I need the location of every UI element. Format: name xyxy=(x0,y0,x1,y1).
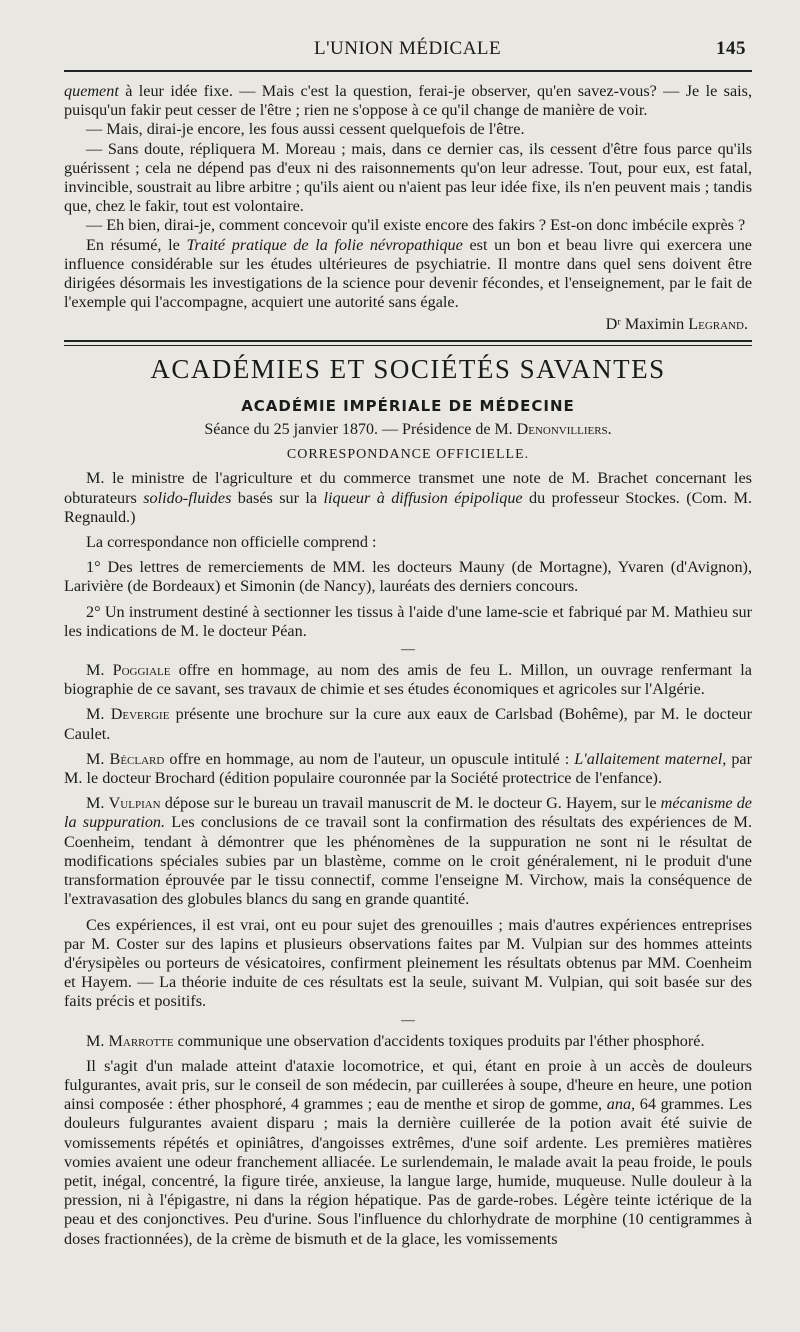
member-name: Béclard xyxy=(109,749,165,768)
text: par M. le docteur Brochard (édition populaire couronnée par la Société protectrice de l'enfance). xyxy=(64,749,752,788)
journal-title: L'UNION MÉDICALE xyxy=(314,38,502,59)
text: basés sur la xyxy=(231,488,324,507)
paragraph xyxy=(64,1057,752,1249)
header-rule xyxy=(64,70,752,72)
text: communique une observation d'accidents toxiques produits par l'éther phosphoré. xyxy=(173,1031,705,1050)
separator-dash: — xyxy=(401,1012,415,1028)
resume-paragraph xyxy=(64,236,752,313)
paragraph: M. Vulpian dépose sur le bureau un travail manuscrit de M. le docteur G. Hayem, sur le mécanisme de la suppuration. Les conclusions de ce travail sont la confirmation des résultats des expériences de M. Coenheim, tendant à démontrer que les phénomènes de la suppuration ne sont ni le résultat de modifications spéciales subies par un blastème, comme on le croit généralement, ni le produit d'une transformation éprouvée par le tissu connectif, comme l'enseigne M. Virchow, mais la conséquence de l'extravasation des globules blancs du sang en grande quantité. xyxy=(64,794,752,909)
paragraph-text: à leur idée fixe. — Mais c'est la question, ferai-je observer, qu'en savez-vous? — Je le sais, puisqu'un fakir peut cesser de l'être ; rien ne s'oppose à ce qu'il change de manière de voir. xyxy=(64,82,752,120)
paragraph: — Mais, dirai-je encore, les fous aussi cessent quelquefois de l'être. xyxy=(86,120,525,139)
signature-surname: Legrand xyxy=(688,315,744,334)
text: Les conclusions de ce travail sont la confirmation des résultats des expériences de M. Coenheim, tendant à démontrer que les phénomènes de la suppuration ne sont ni le résultat de modifications spéciales subies par un blastème, comme on le croit généralement, ni le produit d'une transformation éprouvée par le tissu connectif, comme l'enseigne M. Virchow, mais la conséquence de l'extravasation des globules blancs du sang en grande quantité. xyxy=(64,813,752,909)
member-name: Vulpian xyxy=(108,794,161,813)
paragraph: — Eh bien, dirai-je, comment concevoir qu'il existe encore des fakirs ? Est-on donc imbécile exprès ? xyxy=(86,216,746,235)
seance-end: . xyxy=(607,421,612,439)
seance-text: Séance du 25 janvier 1870. — Présidence de M. xyxy=(204,421,517,439)
paragraph: Ces expériences, il est vrai, ont eu pour sujet des grenouilles ; mais d'autres expériences entreprises par M. Coster sur des lapins et plusieurs observations faites par M. Vulpian sur des hommes atteints d'érysipèles ou porteurs de vésicatoires, confirment pleinement les résultats obtenus par MM. Coenheim et Hayem. — La théorie induite de ces résultats est la seule, suivant M. Vulpian, qui soit basée sur des faits précis et positifs. xyxy=(64,915,752,1011)
text: présente une brochure sur la cure aux eaux de Carlsbad (Bohême), par M. le docteur Caulet. xyxy=(64,705,752,743)
member-name: Poggiale xyxy=(112,661,171,680)
text: En résumé, le xyxy=(86,235,187,254)
paragraph: M. Devergie présente une brochure sur la cure aux eaux de Carlsbad (Bohême), par M. le docteur Caulet. xyxy=(64,705,752,743)
text: offre en hommage, au nom des amis de feu L. Millon, un ouvrage renfermant la biographie de ce savant, ses travaux de chimie et ses études économiques et agricoles sur l'Algérie. xyxy=(64,661,752,699)
italic-term: ana, xyxy=(606,1095,636,1114)
list-item: 1° Des lettres de remerciements de MM. les docteurs Mauny (de Mortagne), Yvaren (d'Avignon), Larivière (de Bordeaux) et Simonin (de Nancy), lauréats des derniers concours. xyxy=(64,558,752,596)
signature-suffix: . xyxy=(743,315,748,334)
paragraph: — Sans doute, répliquera M. Moreau ; mais, dans ce dernier cas, ils cessent d'être fous parce qu'ils guérissent ; cela ne dépend pas d'eux ni des raisonnements qu'on leur adresse. Tout, pour eux, est fatal, invincible, soustrait au libre arbitre ; qu'ils aient ou n'aient pas leur idée fixe, ils n'en peuvent mais ; tandis que, chez le fakir, tout est volontaire. xyxy=(64,139,752,216)
paragraph xyxy=(64,82,752,120)
text: Il s'agit d'un malade atteint d'ataxie locomotrice, et qui, étant en proie à un accès de douleurs fulgurantes, avait pris, sur le conseil de son médecin, par cuillerées à soupe, d'heure en heure, une potion ainsi composée : éther phosphoré, 4 grammes ; eau de menthe et sirop de gomme, xyxy=(64,1056,752,1114)
signature-prefix: Dʳ Maximin xyxy=(605,315,689,334)
paragraph: M. Béclard offre en hommage, au nom de l'auteur, un opuscule intitulé : L'allaitement maternel, par M. le docteur Brochard (édition populaire couronnée par la Société protectrice de l'enfance). xyxy=(64,749,752,788)
book-title: Traité pratique de la folie névropathique xyxy=(186,235,463,254)
italic-term: solido-fluides xyxy=(143,488,232,507)
section-rule xyxy=(64,340,752,346)
text: M. le ministre de l'agriculture et du commerce transmet une note de M. Brachet concernant les obturateurs xyxy=(64,469,752,507)
signature xyxy=(64,314,748,334)
running-head xyxy=(64,34,752,64)
text: du professeur Stockes. (Com. M. Regnauld.) xyxy=(64,488,753,526)
page-number: 145 xyxy=(716,38,746,59)
text: dépose sur le bureau un travail manuscrit de M. le docteur G. Hayem, sur le xyxy=(160,794,661,813)
text: est un bon et beau livre qui exercera une influence considérable sur les études ultérieures de psychiatrie. Il montre dans quel sens doivent être dirigées désormais les investigations de la science pour devenir fécondes, et l'enseignement, par le fait de l'exemple qui l'accompagne, acquiert une autorité sans égale. xyxy=(64,235,752,312)
separator-dash: — xyxy=(401,642,415,658)
text: offre en hommage, au nom de l'auteur, un opuscule intitulé : xyxy=(164,749,575,768)
member-name: Marrotte xyxy=(108,1031,174,1050)
section-title: ACADÉMIES ET SOCIÉTÉS SAVANTES xyxy=(150,354,666,385)
paragraph xyxy=(64,469,752,527)
seance-line xyxy=(64,421,752,439)
italic-lead: quement xyxy=(64,82,119,100)
list-item: 2° Un instrument destiné à sectionner les tissus à l'aide d'une lame-scie et fabriqué par M. Mathieu sur les indications de M. le docteur Péan. xyxy=(64,602,752,640)
paragraph: La correspondance non officielle comprend : xyxy=(86,533,377,552)
text: 64 grammes. Les douleurs fulgurantes avaient disparu ; mais la dernière cuillerée de la potion avait été suivie de vomissements répétés et opiniâtres, d'angoisses extrêmes, d'une soif ardente. Les premières matières vomies avaient une odeur franchement alliacée. Le surlendemain, le malade avait la peau froide, le pouls petit, inégal, concentré, la figure tirée, anxieuse, la langue large, humide, muqueuse. Nulle douleur à la pression, ni à l'épigastre, ni dans la région hépatique. Pas de garde-robes. Légère teinte ictérique de la peau et des conjonctives. Peu d'urine. Sous l'influence du chlorhydrate de morphine (10 centigrammes à doses fractionnées), de la crème de bismuth et de la glace, les vomissements xyxy=(64,1095,752,1248)
italic-title: L'allaitement maternel, xyxy=(574,749,727,768)
correspondance-heading: CORRESPONDANCE OFFICIELLE. xyxy=(286,447,530,463)
italic-term: liqueur à diffusion épipolique xyxy=(323,488,523,507)
paragraph: M. Poggiale offre en hommage, au nom des amis de feu L. Millon, un ouvrage renfermant la biographie de ce savant, ses travaux de chimie et ses études économiques et agricoles sur l'Algérie. xyxy=(64,661,752,699)
member-name: Devergie xyxy=(110,705,170,724)
president-name: Denonvilliers xyxy=(516,421,608,439)
academy-title: ACADÉMIE IMPÉRIALE DE MÉDECINE xyxy=(241,397,575,416)
italic-title: mécanisme de la suppuration. xyxy=(64,794,752,832)
paragraph: M. Marrotte communique une observation d'accidents toxiques produits par l'éther phosphoré. xyxy=(86,1031,705,1050)
